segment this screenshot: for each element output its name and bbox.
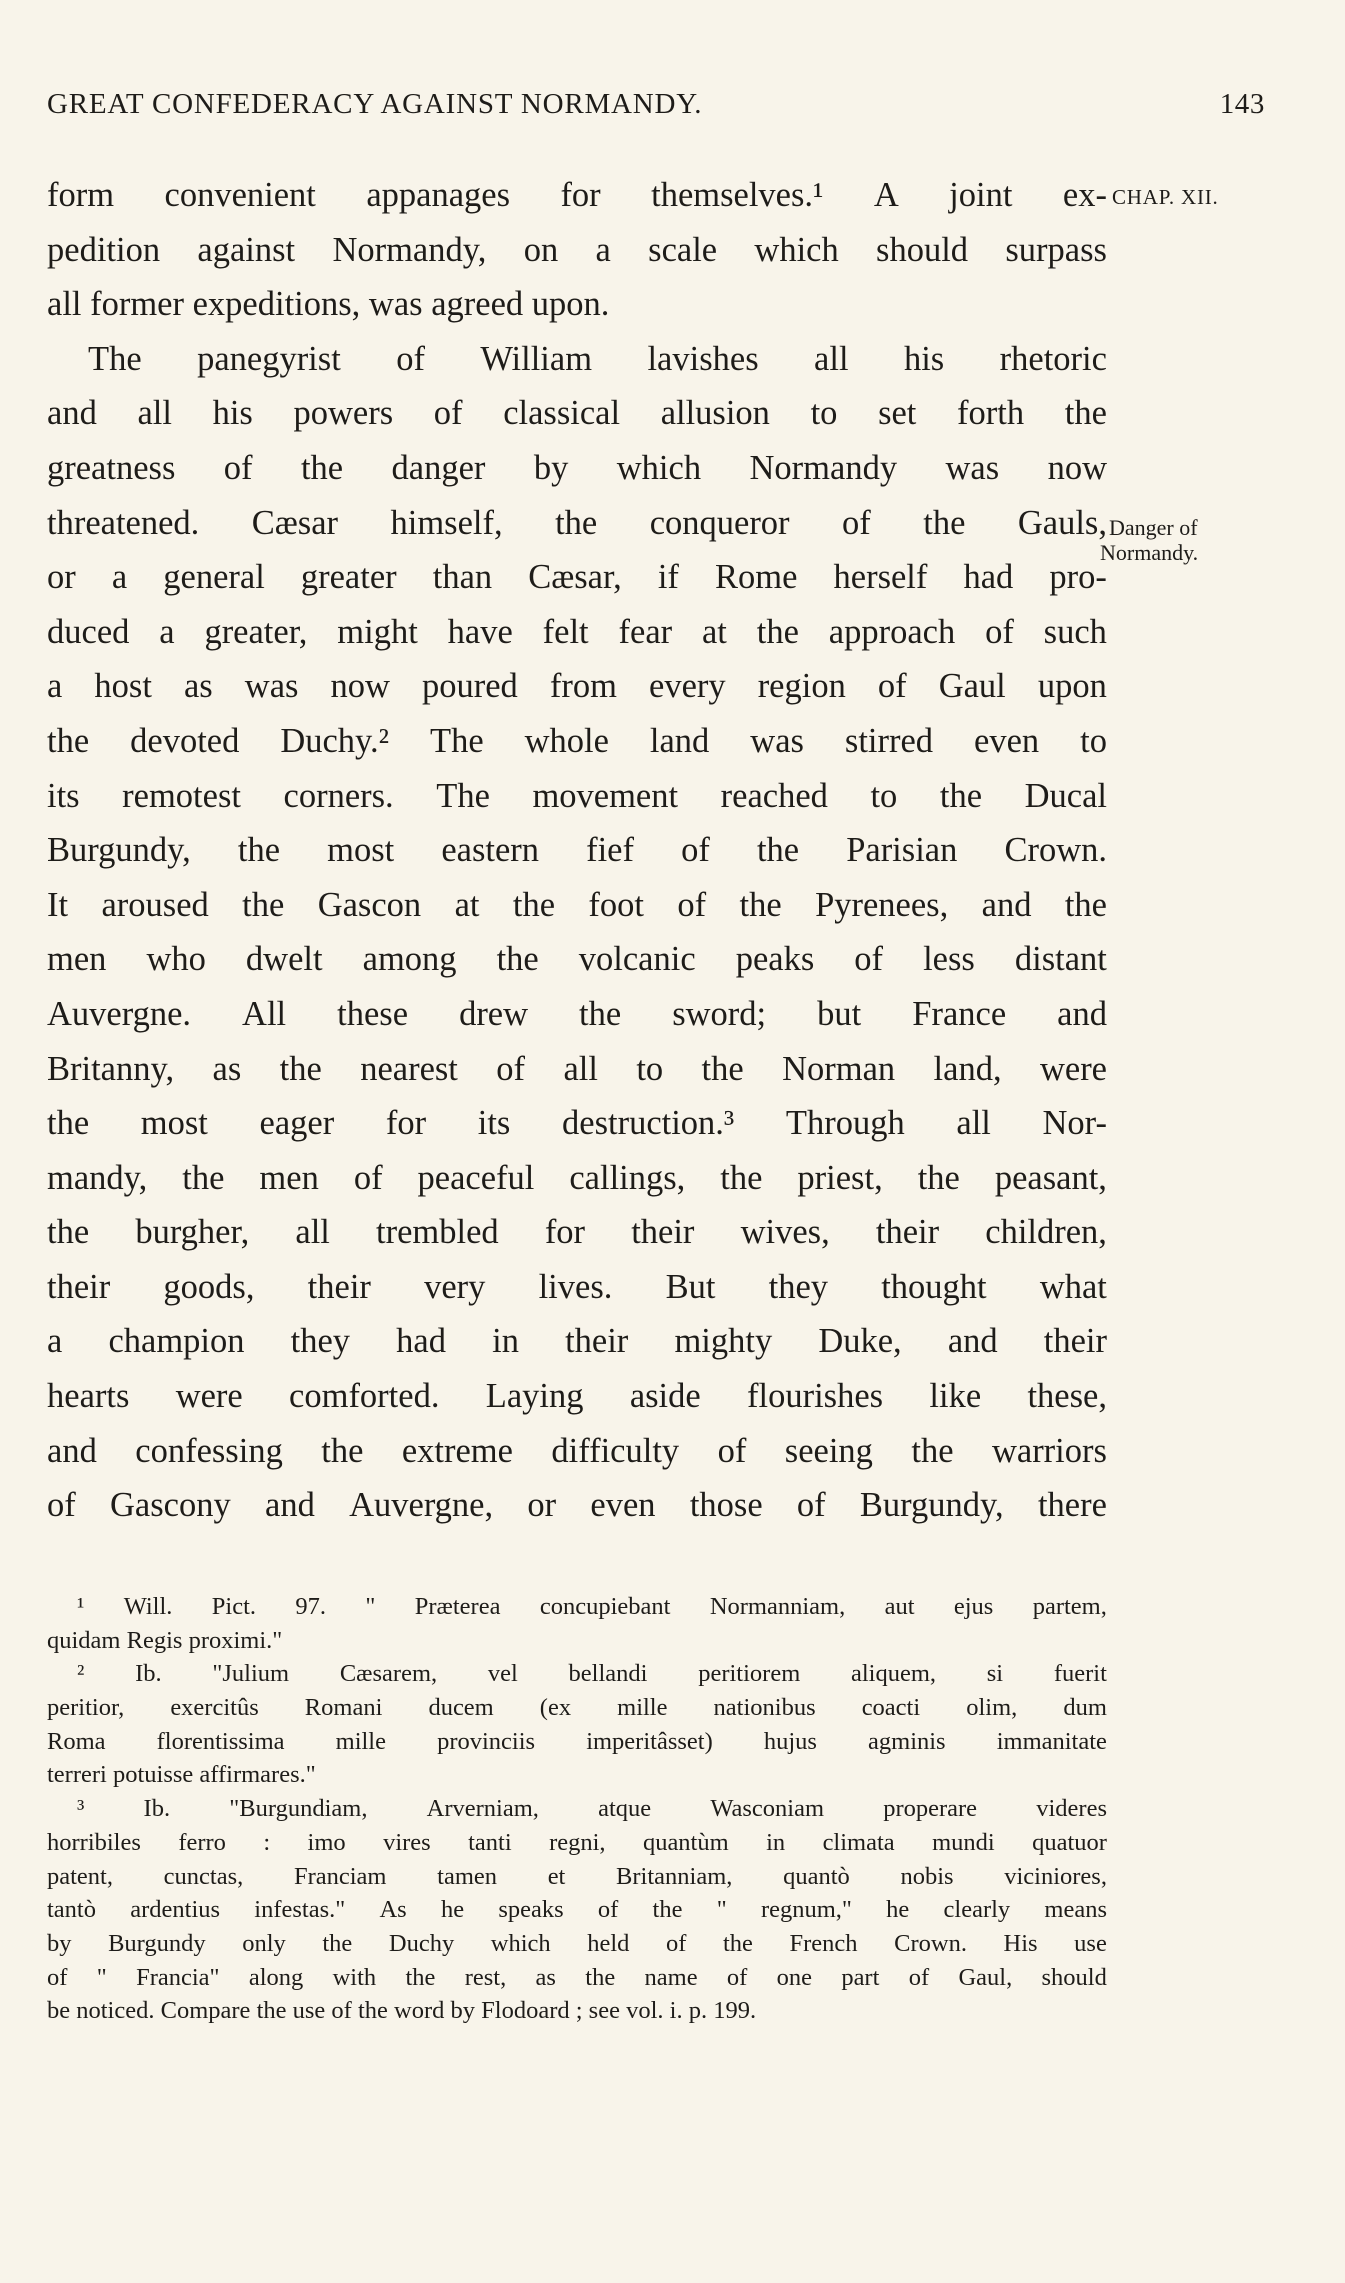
body-line: hearts were comforted. Laying aside flourishes like these,: [47, 1377, 1107, 1416]
footnote-line: of " Francia" along with the rest, as the name of one part of Gaul, should: [47, 1963, 1107, 1991]
body-line: threatened. Cæsar himself, the conqueror of the Gauls,: [47, 503, 1107, 542]
footnote-line: terreri potuisse affirmares.": [47, 1761, 316, 1789]
body-line: form convenient appanages for themselves.¹ A joint ex-: [47, 176, 1107, 214]
footnote-line: by Burgundy only the Duchy which held of the French Crown. His use: [47, 1929, 1107, 1957]
body-line: Burgundy, the most eastern fief of the Parisian Crown.: [47, 831, 1107, 870]
body-line: and confessing the extreme difficulty of seeing the warriors: [47, 1431, 1107, 1470]
chapter-note: CHAP. XII.: [1112, 185, 1219, 209]
body-line: all former expeditions, was agreed upon.: [47, 285, 610, 324]
body-line: and all his powers of classical allusion to set forth the: [47, 394, 1107, 433]
body-line: pedition against Normandy, on a scale which should surpass: [47, 230, 1107, 269]
body-line: Britanny, as the nearest of all to the Norman land, were: [47, 1049, 1107, 1088]
body-line: The panegyrist of William lavishes all his rhetoric: [88, 339, 1107, 378]
footnote-line: be noticed. Compare the use of the word by Flodoard ; see vol. i. p. 199.: [47, 1997, 757, 2025]
sidenote-danger-line2: Normandy.: [1100, 540, 1199, 565]
footnote-line: tantò ardentius infestas." As he speaks of the " regnum," he clearly means: [47, 1896, 1107, 1924]
body-text: [47, 168, 1107, 1533]
footnote-line: patent, cunctas, Franciam tamen et Britanniam, quantò nobis viciniores,: [47, 1862, 1107, 1890]
footnote-line: Roma florentissima mille provinciis imperitâsset) hujus agminis immanitate: [47, 1727, 1107, 1755]
footnotes: [47, 1590, 1107, 2028]
body-line: Auvergne. All these drew the sword; but France and: [47, 994, 1107, 1033]
sidenote-danger-line1: Danger of: [1109, 515, 1198, 540]
footnote-line: ¹ Will. Pict. 97. " Præterea concupiebant Normanniam, aut ejus partem,: [77, 1593, 1107, 1620]
body-line: of Gascony and Auvergne, or even those of Burgundy, there: [47, 1486, 1107, 1525]
footnote-line: peritior, exercitûs Romani ducem (ex mille nationibus coacti olim, dum: [47, 1694, 1107, 1722]
body-line: duced a greater, might have felt fear at the approach of such: [47, 612, 1107, 651]
footnote-line: ² Ib. "Julium Cæsarem, vel bellandi peritiorem aliquem, si fuerit: [77, 1660, 1107, 1688]
body-line: their goods, their very lives. But they thought what: [47, 1267, 1107, 1306]
body-line: mandy, the men of peaceful callings, the priest, the peasant,: [47, 1158, 1107, 1197]
body-line: or a general greater than Cæsar, if Rome herself had pro-: [47, 558, 1107, 597]
body-line: the most eager for its destruction.³ Through all Nor-: [47, 1104, 1107, 1143]
body-line: the devoted Duchy.² The whole land was stirred even to: [47, 721, 1107, 760]
body-line: men who dwelt among the volcanic peaks of less distant: [47, 940, 1107, 979]
body-line: the burgher, all trembled for their wives, their children,: [47, 1213, 1107, 1252]
running-title: GREAT CONFEDERACY AGAINST NORMANDY.: [47, 88, 703, 120]
body-line: greatness of the danger by which Normandy was now: [47, 448, 1107, 487]
running-head: [47, 88, 1265, 128]
footnote-line: ³ Ib. "Burgundiam, Arverniam, atque Wasconiam properare videres: [77, 1795, 1107, 1823]
body-line: a champion they had in their mighty Duke, and their: [47, 1322, 1107, 1361]
footnote-line: horribiles ferro : imo vires tanti regni, quantùm in climata mundi quatuor: [47, 1828, 1107, 1856]
body-line: a host as was now poured from every region of Gaul upon: [47, 667, 1107, 706]
body-line: It aroused the Gascon at the foot of the Pyrenees, and the: [47, 885, 1107, 924]
body-line: its remotest corners. The movement reached to the Ducal: [47, 776, 1107, 815]
page-number: 143: [1219, 88, 1265, 120]
footnote-line: quidam Regis proximi.": [47, 1626, 283, 1654]
